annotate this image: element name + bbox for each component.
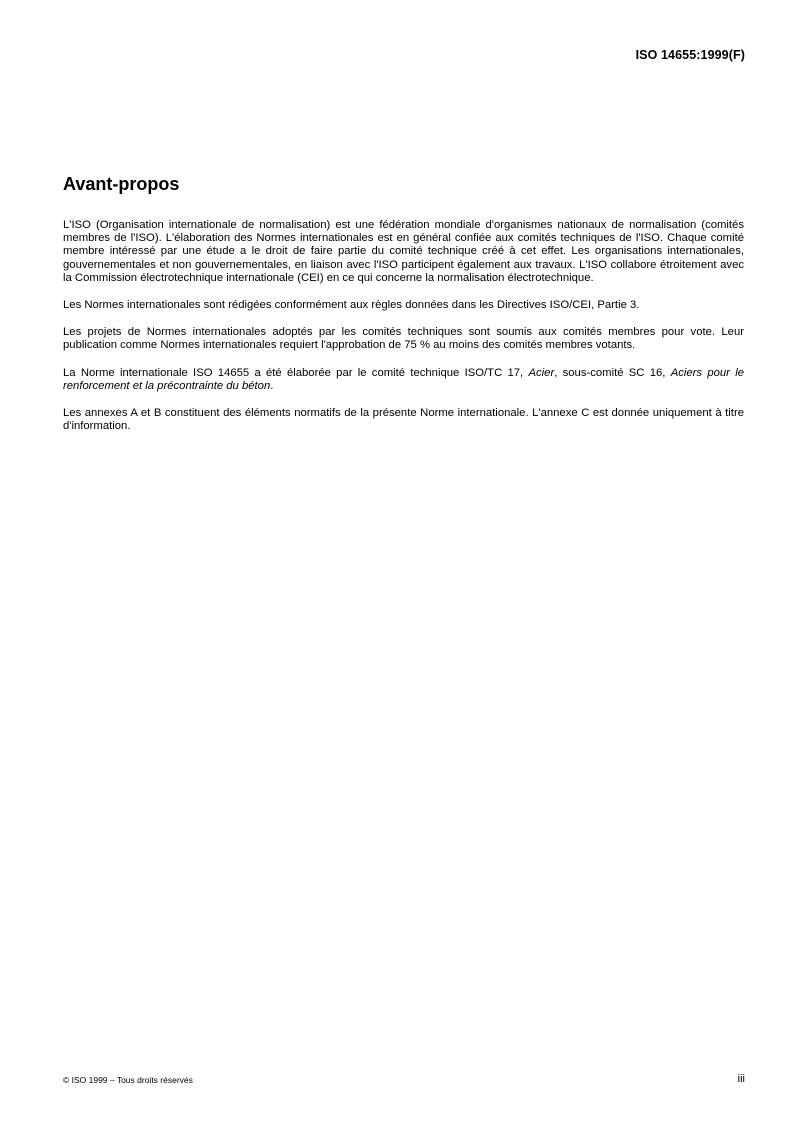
committee-text-1: La Norme internationale ISO 14655 a été élaborée par le comité technique ISO/TC 17, (63, 366, 529, 379)
paragraph-committee (63, 367, 744, 393)
paragraph-annexes: Les annexes A et B constituent des éléments normatifs de la présente Norme internationale. L'annexe C est donnée uniquement à titre d'information. (63, 407, 744, 433)
subcommittee-name: Aciers pour le renforcement et la précontrainte du béton (63, 366, 744, 392)
footer-page-number: iii (737, 1073, 745, 1085)
body-text (63, 219, 744, 447)
committee-text-2: , sous-comité SC 16, (554, 366, 671, 379)
paragraph-directives: Les Normes internationales sont rédigées conformément aux règles données dans les Directives ISO/CEI, Partie 3. (63, 299, 640, 312)
footer-copyright: © ISO 1999 – Tous droits réservés (63, 1075, 193, 1085)
document-id: ISO 14655:1999(F) (635, 48, 745, 62)
paragraph-organisation: L'ISO (Organisation internationale de normalisation) est une fédération mondiale d'organismes nationaux de normalisation (comités membres de l'ISO). L'élaboration des Normes internationales est en général confiée aux comités techniques de l'ISO. Chaque comité membre intéressé par une étude a le droit de faire partie du comité technique créé à cet effet. Les organisations internationales, gouvernementales et non gouvernementales, en liaison avec l'ISO participent également aux travaux. L'ISO collabore étroitement avec la Commission électrotechnique internationale (CEI) en ce qui concerne la normalisation électrotechnique. (63, 219, 744, 284)
paragraph-approval: Les projets de Normes internationales adoptés par les comités techniques sont soumis aux comités membres pour vote. Leur publication comme Normes internationales requiert l'approbation de 75 % au moins des comités membres votants. (63, 326, 744, 352)
committee-name: Acier (528, 366, 555, 379)
section-title: Avant-propos (63, 174, 180, 194)
committee-text-3: . (270, 379, 274, 392)
